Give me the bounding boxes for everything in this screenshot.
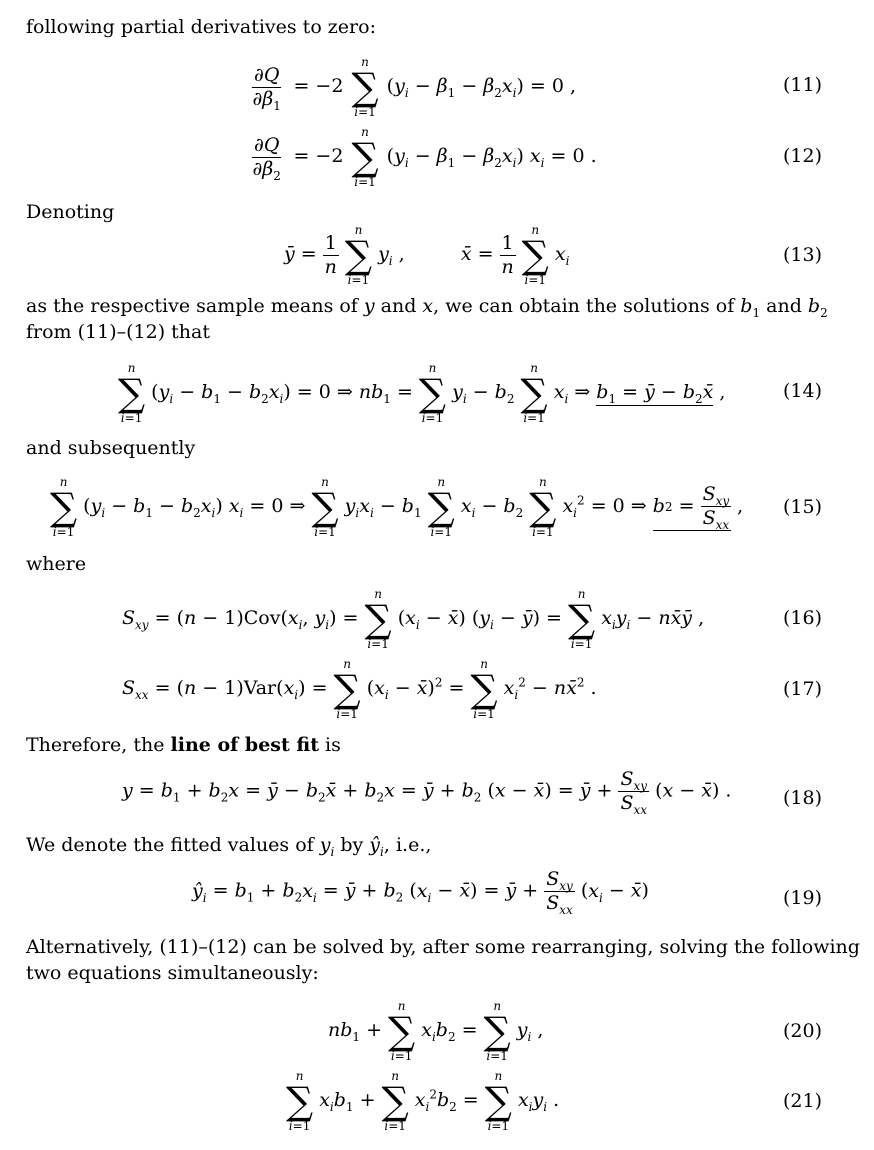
equation-number-21: (21) — [782, 1090, 822, 1112]
paragraph-alternatively-1: Alternatively, (11)–(12) can be solved by, after some rearranging, solving the following — [26, 936, 860, 958]
equation-number-11: (11) — [782, 74, 822, 96]
equation-number-18: (18) — [782, 787, 822, 809]
equation-16: $S_{xy} = (n - 1)Cov(x_i$, $y_i$) = n ∑ i=1 ($x_i$ − x̄) ($y_i$ − ȳ) = n ∑ i=1 $x_iy_i$ − nx̄ȳ , — [122, 587, 705, 651]
equation-number-20: (20) — [782, 1020, 822, 1042]
paragraph-denoting: Denoting — [26, 201, 115, 223]
equation-20: $nb_1$ + n ∑ i=1 $x_ib_2$ = n ∑ i=1 $y_i$ , — [328, 999, 544, 1063]
paragraph-intro: following partial derivatives to zero: — [26, 16, 376, 38]
paragraph-where: where — [26, 553, 87, 575]
equation-12: $\frac{\partial Q}{\partial\beta_2}$ = −2 n ∑ i=1 $(y_i - \beta_1 - \beta_2x_i) x_i = 0$ . — [252, 125, 597, 189]
equation-17: $S_{xx} = (n - 1)Var(x_i)$ = n ∑ i=1 ($x_i$ − x̄)$^2$ = n ∑ i=1 $x_i^2$ − nx̄$^2$ . — [122, 657, 597, 721]
equation-number-12: (12) — [782, 145, 822, 167]
paragraph-fitted-values: We denote the fitted values of $y_i$ by $ŷ_i$, i.e., — [26, 834, 432, 859]
equation-19: $ŷ_i = b_1 + b_2x_i$ = ȳ + $b_2$ ($x_i$ − x̄) = ȳ + $\frac{S_{xy}}{S_{xx}}$ ($x_i$ − x̄) — [192, 868, 649, 917]
equation-number-14: (14) — [782, 380, 822, 402]
paragraph-from: from (11)–(12) that — [26, 321, 210, 343]
paragraph-subsequently: and subsequently — [26, 437, 196, 459]
equation-number-19: (19) — [782, 887, 822, 909]
equation-number-13: (13) — [782, 244, 822, 266]
paragraph-alternatively-2: two equations simultaneously: — [26, 962, 319, 984]
term-line-of-best-fit: line of best fit — [170, 734, 319, 756]
equation-18: $y = b_1 + b_2x$ = ȳ − $b_2x̄ + b_2x$ = ȳ + $b_2$ (x − x̄) = ȳ + $\frac{S_{xy}}{S_{xx}}$ (x − x̄) . — [122, 768, 732, 817]
equation-number-16: (16) — [782, 607, 822, 629]
equation-14: n ∑ i=1 $(y_i - b_1 - b_2x_i) = 0$ ⇒ $nb_1$ = n ∑ i=1 $y_i - b_2$ n ∑ i=1 $x_i$ ⇒ $b_1$ = ȳ − $b_2x̄$ , — [118, 361, 726, 425]
equation-21: n ∑ i=1 $x_ib_1$ + n ∑ i=1 $x_i^2b_2$ = n ∑ i=1 $x_iy_i$ . — [286, 1069, 560, 1133]
equation-number-15: (15) — [782, 496, 822, 518]
equation-15: n ∑ i=1 $(y_i - b_1 - b_2x_i) x_i = 0$ ⇒ n ∑ i=1 $y_ix_i - b_1$ n ∑ i=1 $x_i - b_2$ n ∑ i=1 $x_i^2 = 0$ ⇒ b 2 = $\frac{S_{xy}}{S_{xx}}$ , — [50, 475, 744, 539]
equation-11: $\frac{\partial Q}{\partial\beta_1}$ = −2 n ∑ i=1 $(y_i - \beta_1 - \beta_2x_i) = 0$ , — [252, 55, 577, 119]
equation-13: ȳ = $\frac{1}{n}$ n ∑ i=1 $y_i$ , x̄ = $\frac{1}{n}$ n ∑ i=1 $x_i$ — [284, 223, 570, 287]
paragraph-therefore: Therefore, the line of best fit is — [26, 734, 341, 756]
equation-number-17: (17) — [782, 678, 822, 700]
paragraph-sample-means: as the respective sample means of y and x, we can obtain the solutions of $b_1$ and $b_2$ — [26, 295, 828, 320]
